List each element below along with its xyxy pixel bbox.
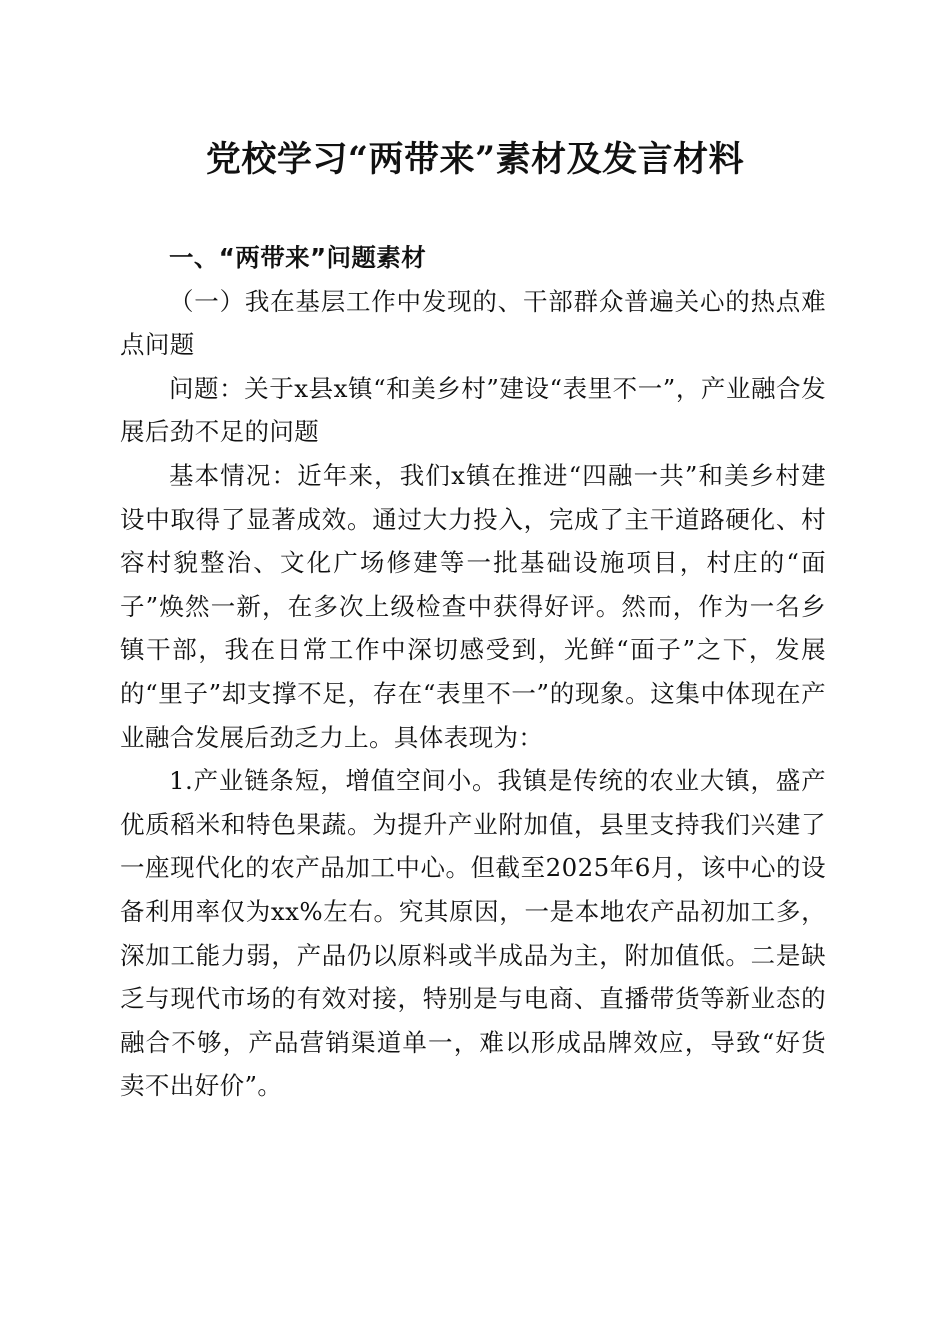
document-title: 党校学习“两带来”素材及发言材料 (205, 139, 745, 180)
problem-paragraph: 问题：关于x县x镇“和美乡村”建设“表里不一”，产业融合发展后劲不足的问题 (120, 373, 826, 447)
subsection-heading: （一）我在基层工作中发现的、干部群众普遍关心的热点难点问题 (120, 286, 826, 360)
section-heading: 一、“两带来”问题素材 (169, 243, 427, 272)
point-1-paragraph: 1.产业链条短，增值空间小。我镇是传统的农业大镇，盛产优质稻米和特色果蔬。为提升产业附加值，县里支持我们兴建了一座现代化的农产品加工中心。但截至2025年6月，该中心的设备利用率仅为xx%左右。究其原因，一是本地农产品初加工多，深加工能力弱，产品仍以原料或半成品为主，附加值低。二是缺乏与现代市场的有效对接，特别是与电商、直播带货等新业态的融合不够，产品营销渠道单一，难以形成品牌效应，导致“好货卖不出好价”。 (120, 766, 826, 1101)
document-body (120, 236, 826, 1108)
background-paragraph: 基本情况：近年来，我们x镇在推进“四融一共”和美乡村建设中取得了显著成效。通过大力投入，完成了主干道路硬化、村容村貌整治、文化广场修建等一批基础设施项目，村庄的“面子”焕然一新，在多次上级检查中获得好评。然而，作为一名乡镇干部，我在日常工作中深切感受到，光鲜“面子”之下，发展的“里子”却支撑不足，存在“表里不一”的现象。这集中体现在产业融合发展后劲乏力上。具体表现为： (120, 460, 826, 752)
